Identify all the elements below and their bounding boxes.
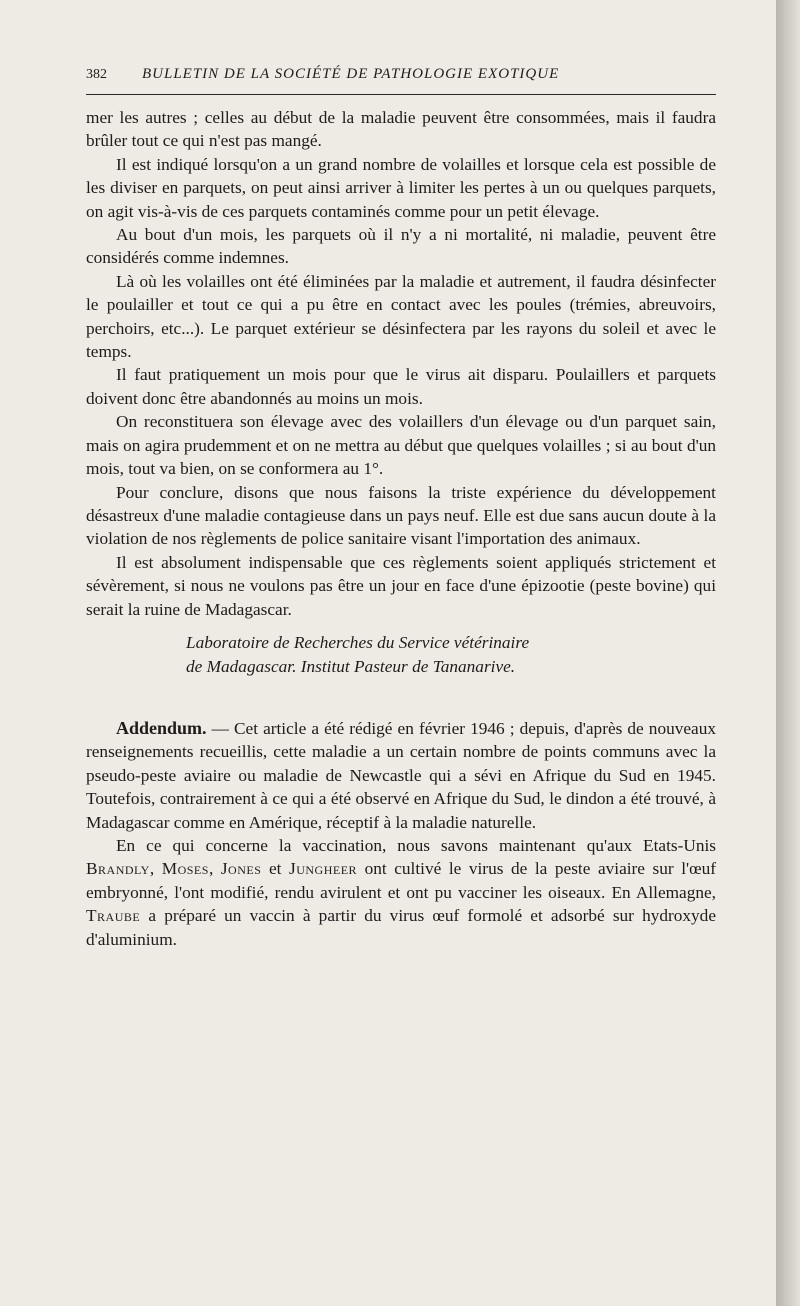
journal-title: BULLETIN DE LA SOCIÉTÉ DE PATHOLOGIE EXOTIQUE: [142, 66, 560, 82]
paragraph: Il faut pratiquement un mois pour que le virus ait disparu. Poulaillers et parquets doivent donc être abandonnés au moins un mois.: [86, 365, 716, 408]
addendum-text: — Cet article a été rédigé en février 1946 ; depuis, d'après de nouveaux renseignements recueillis, cette maladie a un certain nombre de points communs avec la pseudo-peste aviaire ou maladie de Newcastle qui a sévi en Afrique du Sud en 1945. Toutefois, contrairement à ce qui a été observé en Afrique du Sud, le dindon a été trouvé, à Madagascar comme en Amérique, réceptif à la maladie naturelle.: [86, 718, 716, 832]
paragraph: Il est absolument indispensable que ces règlements soient appliqués strictement et sévèrement, si nous ne voulons pas être un jour en face d'une épizootie (peste bovine) qui serait la ruine de Madagascar.: [86, 552, 716, 619]
addendum-text: En ce qui concerne la vaccination, nous savons maintenant qu'aux Etats-Unis: [116, 835, 716, 855]
paragraph: Pour conclure, disons que nous faisons la triste expérience du développement désastreux d'une maladie contagieuse dans un pays neuf. Elle est due sans aucun doute à la violation de nos règlements de police sanitaire visant l'importation des animaux.: [86, 482, 716, 549]
affiliation-signature: [86, 631, 716, 679]
paragraph: Au bout d'un mois, les parquets où il n'y a ni mortalité, ni maladie, peuvent être considérés comme indemnes.: [86, 225, 716, 268]
author-name: Jones: [220, 859, 262, 879]
addendum-label: Addendum.: [116, 717, 207, 738]
author-name: Jungheer: [288, 859, 358, 879]
author-name: Moses: [161, 859, 209, 879]
text-separator: ,: [208, 859, 221, 879]
author-name: Brandly: [86, 859, 150, 879]
addendum-text: ont cultivé le virus de la peste aviaire sur l'œuf embryonné, l'ont modifié, rendu avirulent et ont pu vacciner les oiseaux. En Allemagne,: [86, 859, 717, 902]
signature-line: de Madagascar. Institut Pasteur de Tananarive.: [186, 656, 516, 676]
paragraph: Là où les volailles ont été éliminées par la maladie et autrement, il faudra désinfecter le poulailler et tout ce qui a pu être en contact avec les poules (trémies, abreuvoirs, perchoirs, etc...). Le parquet extérieur se désinfectera par les rayons du soleil et avec le temps.: [86, 271, 716, 362]
running-head: [86, 66, 716, 83]
page-edge-shadow: [776, 0, 800, 1306]
paragraph-continuation: mer les autres ; celles au début de la maladie peuvent être consommées, mais il faudra brûler tout ce qui n'est pas mangé.: [86, 108, 716, 151]
addendum-paragraph: [86, 717, 716, 834]
author-name: Traube: [86, 906, 141, 926]
signature-line: Laboratoire de Recherches du Service vétérinaire: [186, 632, 530, 652]
addendum-paragraph: [86, 834, 716, 951]
page-number: 382: [86, 67, 107, 82]
text-separator: ,: [149, 859, 162, 879]
paragraph: On reconstituera son élevage avec des volaillers d'un élevage ou d'un parquet sain, mais on agira prudemment et on ne mettra au début que quelques volailles ; si au bout d'un mois, tout va bien, on se conformera au 1°.: [86, 412, 716, 479]
addendum-text: a préparé un vaccin à partir du virus œuf formolé et adsorbé sur hydroxyde d'aluminium.: [86, 906, 716, 949]
paragraph: Il est indiqué lorsqu'on a un grand nombre de volailles et lorsque cela est possible de les diviser en parquets, on peut ainsi arriver à limiter les pertes à un ou quelques parquets, on agit vis-à-vis de ces parquets contaminés comme pour un petit élevage.: [86, 154, 716, 221]
header-rule: [86, 94, 716, 95]
section-spacer: [86, 679, 716, 717]
text-separator: et: [261, 859, 289, 879]
article-body: [86, 106, 716, 951]
